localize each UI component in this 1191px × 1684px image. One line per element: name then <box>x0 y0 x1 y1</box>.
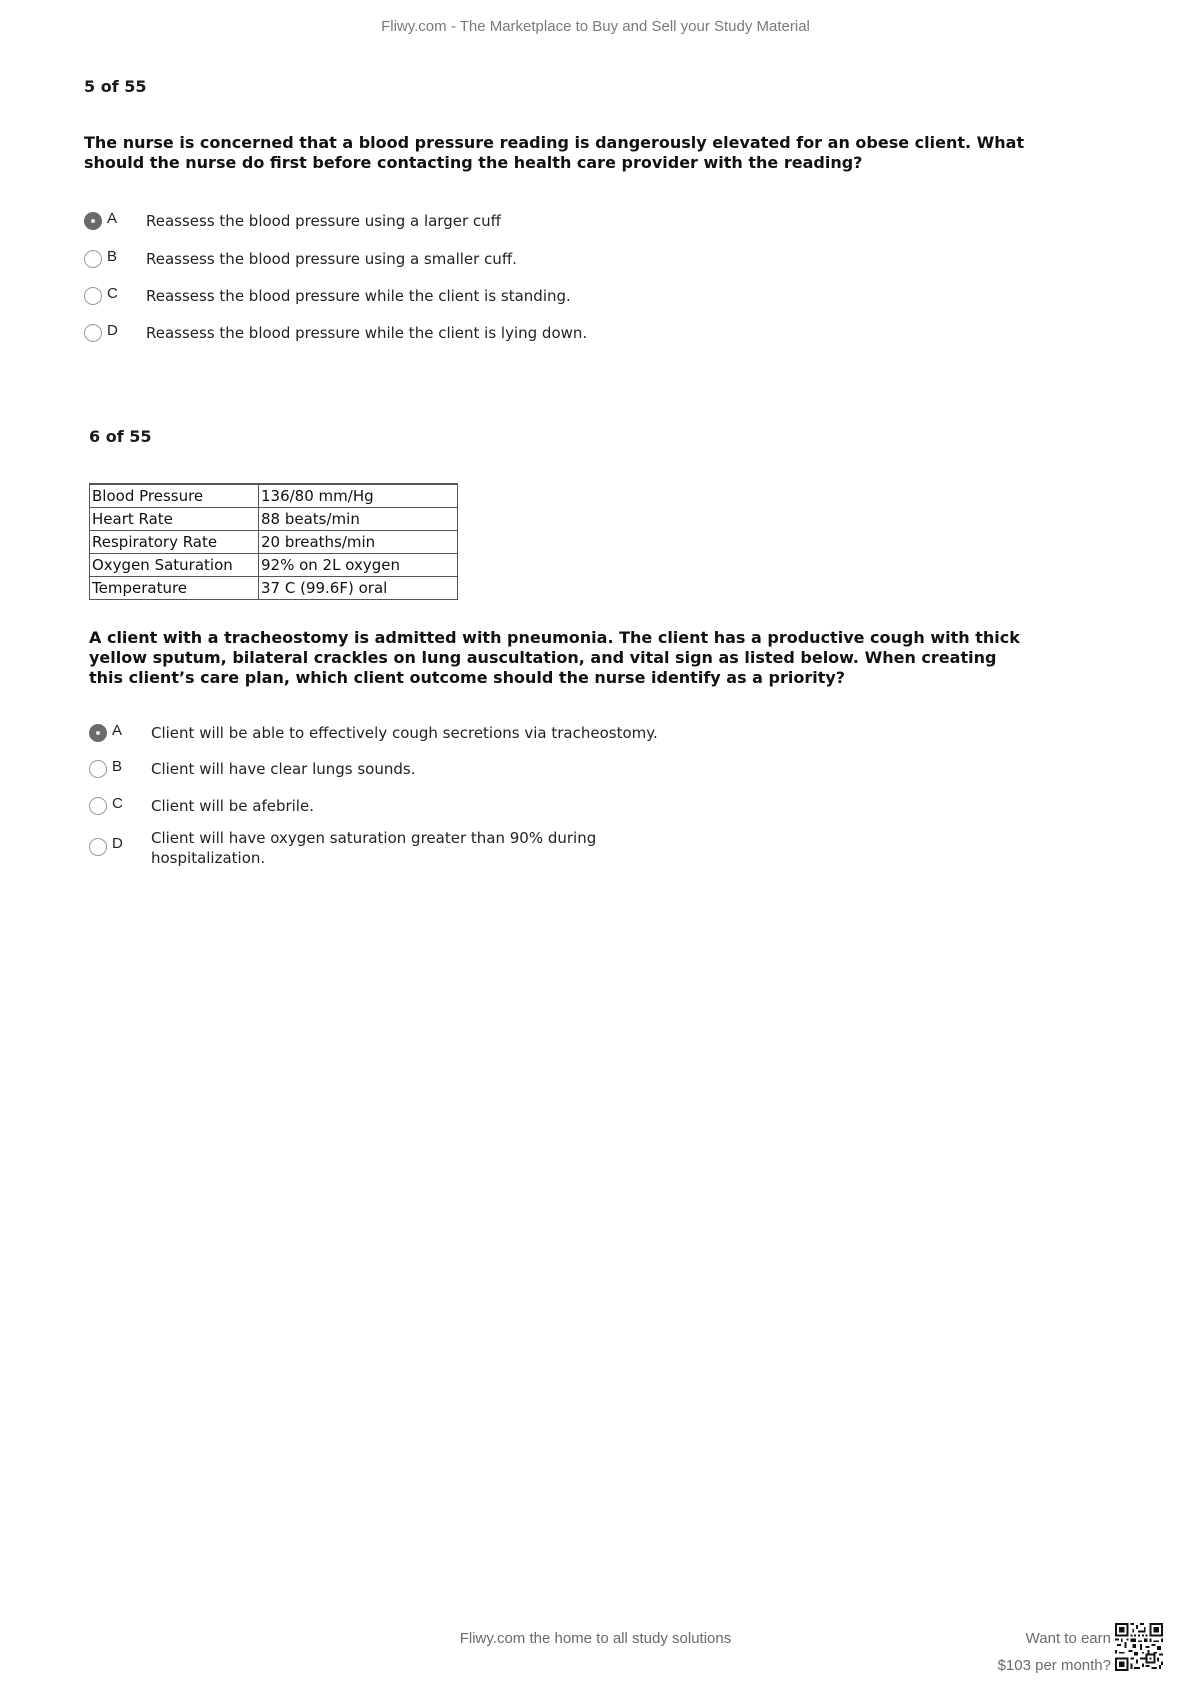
question-6-option-a[interactable] <box>89 722 789 746</box>
question-5-number: 5 of 55 <box>84 77 147 96</box>
question-6-text <box>89 628 1020 688</box>
question-6-number: 6 of 55 <box>89 427 152 446</box>
footer-text: Fliwy.com the home to all study solutions <box>459 1630 732 1647</box>
page-header: Fliwy.com - The Marketplace to Buy and Sell your Study Material <box>381 18 810 35</box>
vital-value: 136/80 mm/Hg <box>259 484 458 508</box>
option-letter: D <box>112 835 123 852</box>
vital-label: Heart Rate <box>90 508 259 531</box>
option-text: Reassess the blood pressure using a smaller cuff. <box>146 250 517 268</box>
question-5-option-d[interactable] <box>84 322 684 346</box>
question-6-text-line-2: yellow sputum, bilateral crackles on lung auscultation, and vital sign as listed below. When creating <box>89 648 997 667</box>
option-text: Reassess the blood pressure using a larger cuff <box>146 212 501 230</box>
table-row <box>90 577 458 600</box>
option-letter: A <box>107 210 118 227</box>
question-5-option-c[interactable] <box>84 285 684 309</box>
question-5-text <box>84 133 1024 173</box>
table-row <box>90 508 458 531</box>
radio-icon[interactable] <box>89 760 107 778</box>
option-letter: D <box>107 322 118 339</box>
option-letter: A <box>112 722 123 739</box>
radio-selected-icon[interactable] <box>84 212 102 230</box>
table-row <box>90 484 458 508</box>
option-letter: B <box>112 758 123 775</box>
option-text: Client will have clear lungs sounds. <box>151 760 416 778</box>
option-text-line-1: Client will have oxygen saturation greater than 90% during <box>151 829 597 847</box>
radio-icon[interactable] <box>89 797 107 815</box>
radio-selected-icon[interactable] <box>89 724 107 742</box>
vital-label: Temperature <box>90 577 259 600</box>
vital-value: 92% on 2L oxygen <box>259 554 458 577</box>
option-text-line-2: hospitalization. <box>151 849 266 867</box>
option-text: Client will be afebrile. <box>151 797 314 815</box>
radio-icon[interactable] <box>84 287 102 305</box>
option-letter: B <box>107 248 118 265</box>
option-text: Reassess the blood pressure while the client is lying down. <box>146 324 588 342</box>
option-letter: C <box>112 795 123 812</box>
radio-icon[interactable] <box>84 250 102 268</box>
question-6-option-d[interactable] <box>89 829 789 879</box>
option-letter: C <box>107 285 118 302</box>
question-5-text-line-2: should the nurse do first before contacting the health care provider with the reading? <box>84 153 863 172</box>
qr-code-icon[interactable] <box>1115 1623 1163 1671</box>
vital-label: Respiratory Rate <box>90 531 259 554</box>
option-text: Reassess the blood pressure while the client is standing. <box>146 287 571 305</box>
radio-icon[interactable] <box>89 838 107 856</box>
vital-label: Blood Pressure <box>90 484 259 508</box>
question-6-option-c[interactable] <box>89 795 789 819</box>
vital-signs-table <box>89 483 458 600</box>
question-5-text-line-1: The nurse is concerned that a blood pressure reading is dangerously elevated for an obese client. What <box>84 133 1025 152</box>
question-6-text-line-1: A client with a tracheostomy is admitted with pneumonia. The client has a productive cough with thick <box>89 628 1020 647</box>
vital-value: 37 C (99.6F) oral <box>259 577 458 600</box>
vital-label: Oxygen Saturation <box>90 554 259 577</box>
vital-value: 20 breaths/min <box>259 531 458 554</box>
option-text <box>151 828 596 868</box>
promo-line-1: Want to earn <box>1025 1630 1111 1647</box>
question-6-option-b[interactable] <box>89 758 789 782</box>
option-text: Client will be able to effectively cough secretions via tracheostomy. <box>151 724 658 742</box>
radio-icon[interactable] <box>84 324 102 342</box>
promo-line-2: $103 per month? <box>997 1657 1111 1674</box>
table-row <box>90 554 458 577</box>
question-6-text-line-3: this client’s care plan, which client outcome should the nurse identify as a priority? <box>89 668 846 687</box>
question-5-option-b[interactable] <box>84 248 684 272</box>
table-row <box>90 531 458 554</box>
question-5-option-a[interactable] <box>84 210 684 234</box>
vital-value: 88 beats/min <box>259 508 458 531</box>
